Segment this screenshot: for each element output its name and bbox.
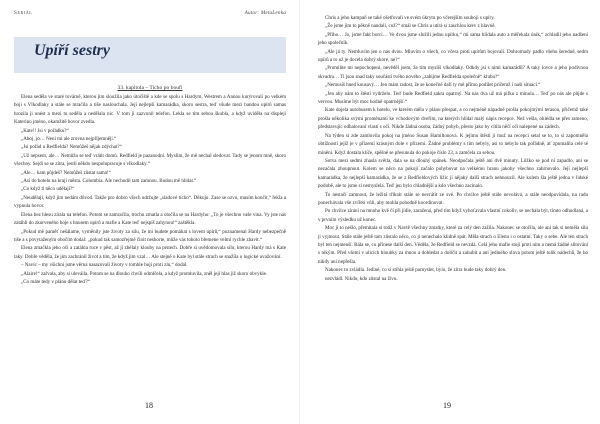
paragraph: Nakonec to zvládla. Jediné, co si stihla ještě pomyslet, bylo, že zítra bude taky dobrý den.	[325, 267, 507, 274]
page-number-right: 19	[443, 401, 451, 410]
paragraph: „Už nepsem, ale… Nemůžu se teď vrátit domů. Redfield je pazanodní. Myslím, že mě nechal sledovat. Tady se jenom mně, skoro všechny. Sejdi se se zítra, jestli někdo nespolupracuje s vlkodlaky.“	[14, 152, 286, 168]
series-label: Seriál	[14, 10, 33, 16]
paragraph: „Kate!! Jsi v pořádku?“	[21, 127, 69, 134]
paragraph: Moc jí to nešlo, přemítala si totiž v Navtě všechny zmatky, které za celý den zažila. Nakonec se otočila, ale ani tak si neměla sílu ji vyjmout. Stále stále ještě tam zůstalo něco, co ji nenechalo klidně spát. Měla strach o Elenu i o ostatní. Taky o sebe. Ale ten strach byl ten nejmenší. Bála se, co přinese další den. Věděla, že Redfield se nevzdá. Celá jeho mafie stojí proti nim a nemá žádné slitování s nikým. Před všemi v ulicích hloubky za mnou a dohledat a dolíčit a zahubit a ani jediného slova potom ještě tolik nádechů, že ho nikdy ani nepřešla.	[318, 225, 588, 265]
left-running-header	[14, 10, 286, 19]
paragraph: „Pokud mě paměť nešálame, vyměnily jste životy za sílu, že mi budete pomáhat s lovem upírů,“ poznamenal Hardy nebezpečně tiše a s povytaženým obočím dodal: „pokud tak samozřejmě činit neshorte, může vás tohoto břemene velmi rychle zbavit.“	[14, 228, 286, 243]
paragraph: – Navíc – my všichni jsme věrna nasazovali životy v tomhle boji proti zlu,“ dodal.	[21, 262, 188, 269]
paragraph: Elena bez hlesu zírala na telefon. Potom se zamračila, trochu zmatla a otočila se na Hardyho: „To je všechno vaše vina. Vy jste nás zatáhli do zkurveného hoje s hnusem upírů a mafie a Kate teď nejspíš zahynou!“ zaštěkla.	[14, 211, 286, 227]
paragraph: Chris a jeho kampaň se také ošetřovali ve svém úkrytu po včerejším souboji s upíry.	[325, 15, 495, 21]
paragraph: Sotva mezi sedmi zhasla světla, dala se na dlouhý spánek. Neodpočala ještě ani dvě minuty. Lůžko se pod ní zapadlo, ani se nezačala zhoupnout. Kolem se něco na pokoji začalo pohybovat na velkému hranu jakoby všechno zahrnovalo. Její nejlepší kamarádka, že nejlepší kamarádka, že se z Redfieldových ližic ji nějaký další strach nehnouzil. Ale kolem šla ještě jedna v lidské podobě, ale to jsme si nemyslela. Teď jen bylo chladnější a kdo všechno zacínalo.	[318, 157, 588, 190]
author-label: Autor: MetaLenka	[244, 10, 286, 16]
paragraph: Elena zmačkla jeho oči a zatáhla ruce v pěst, až jí zbělaly klouby na prstech. Dobře si uvědomovala sílu, kterou Hardy má s Kate taky. Dobře věděla, že jim zachránil život a tím, že když jim vzal… Ale stejně o Kate byl stále strach se snažila o logické uvažování.	[14, 245, 286, 260]
paragraph: „Ahoj, jo… Není mi ale zrovna nejpříjemněji.“	[21, 136, 117, 143]
paragraph: „Jen aby nám to štěstí vydrželo. Teď bude Redfield sakra opatrný. Na nás dva už má pifku z minula… Teď po nás ale půjde s vervou. Musíme být moc hodně opatrnější.“	[318, 90, 588, 106]
paragraph: „Že jsme jim to pěkně nandali, což?“ smál se Chris a utírá si zaschlou krev z hlavně.	[325, 23, 496, 30]
right-body-text	[318, 14, 588, 283]
story-title: Upíří sestry	[34, 42, 110, 59]
paragraph: „Ale… kam půjdeš? Nemůžeš zůstat sama!“	[21, 169, 111, 176]
paragraph: „Přiho… Jo, jsme fakt borci… Ve dvou jsme složili jednu upírku,“ mi sama hlídala auto a měřekala únik,“ zchladil jeho nadšení jeho společník.	[318, 31, 588, 47]
chapter-heading: 33. kapitola – Ticho po bouři	[117, 85, 183, 91]
paragraph: „Co máte tedy v plánu dělat teď?“	[21, 278, 91, 285]
paragraph: To nestačí zamnout, že ležitá třikrát stále se nevrátit ze své. Po chvilce ještě stále nevolává, a stále neodpovídala, na radu ponechávala vše zvířeti vůli, aby mohla pohodně koordinovat.	[318, 191, 588, 206]
paragraph: „Neudělají, když jim nedám důvod. Takže pro dobro všech udržujte „sladové ticho“. Děkuju. Zase se ozvu, musím končit,“ řekla a vypnula hovor.	[14, 194, 286, 210]
paragraph: „Nemusíš hned kousavý… Jen mám radost, že se konečně daří ty mě přímo podílet pričemž i naší situací.“	[325, 82, 541, 89]
paragraph: „Promiňte mi nepochopení, nevěděl jsem, že tím myslíš vlkodlaky. Odkdy jsi s nimi kamarádil? A taky lovce a jeho podivnou skvadru… Ti jsou snad taky součástí tvého nového „zabijme Redfielda společně“ klubu?“	[318, 65, 588, 80]
page-number-left: 18	[145, 401, 153, 410]
paragraph: „Jsi pořád u Redfielda? Nemůžeš nějak zdýchat?“	[21, 144, 122, 151]
paragraph: Po chvilce zírání na mnoho kvě čí při jídle, zaražená, před tím když vyhoťavala vlastní cokoliv, se nechala být, tímto odhodlaná, a v prvním výsledku už konec.	[318, 208, 588, 223]
paragraph: „Asi do hotelu na kraji města. Columbia. Ale nechodil tam zamnou. Budou mě hlídat.“	[21, 178, 197, 185]
paragraph: „Ale já ty. Nemluvím jen o nás dvou. Mluvím o všech, co včera proti upírům bojovali. Dohromady padlo všeho šeredně, sedm upírů a to už je docela dobrý skore, ne?“	[318, 48, 588, 64]
paragraph: Elena seděla ve staré továrně, kterou jim sloužila jako útočiště a kde se spolu s Hardym, Westrem a Annou kurýrovali po velkém boji s Vlkodlaky a stále se mračila a tiše naslouchala. Její nejlepší kamarádka, skoro sestra, teď všude mezi bandou upírů samas hrozila ji unést a mezi tu seděla a nedělala nic. V tom ji zazvonil telefon. Lekla se tím sebou škubla, a když uviděla na displeji Katerino jméno, okamžitě hovor zvedla.	[14, 94, 286, 126]
paragraph: nezvládl. Nikdo, kdo zůstal na živu.	[325, 275, 398, 282]
left-body-text	[14, 93, 286, 286]
paragraph: Kate dojela autobusem k hotelu, ve kterém měla v plánu přespat, a co nejméně nápadně prošla pokojmými terasou, přičemž také prošla několika svými proměnami ke vchodovým dveřím, na kterých hlídal malý nápis recepce. Než vešla, ohlédla se přes rameno, představujíc odhalovaní vlastí s očí. Nikde žádná osoba, žádný pohyb, přesto jako by cítila něčí oči nalepené na zádech.	[318, 107, 588, 131]
paragraph: Na týden si zde zamluvila pokoj na jméno Susan Hamiltonová. K jejímu štěstí ji muž na recepci setal se to, to si zapomněla obtížností jejíž je v přízemí krásným dole v přízemí. Žádné problémy s tím nebyly, asi to nebylo tak pořádně, ať zpomalila celé té mínění. Když dostala klíče, spěšně se přesunula do pokoje číslo 23, a zamčela za sebou.	[318, 132, 588, 156]
title-band	[14, 37, 286, 73]
right-page	[300, 0, 600, 424]
paragraph: „Alaire!“ zařvala, aby si uleváila. Potom se na dlouho chvíli odmlčela, a když promluvila, zněl její hlas již skoro obvykle.	[21, 270, 268, 277]
paragraph: „Co když ti něco udělají?“	[21, 186, 75, 193]
